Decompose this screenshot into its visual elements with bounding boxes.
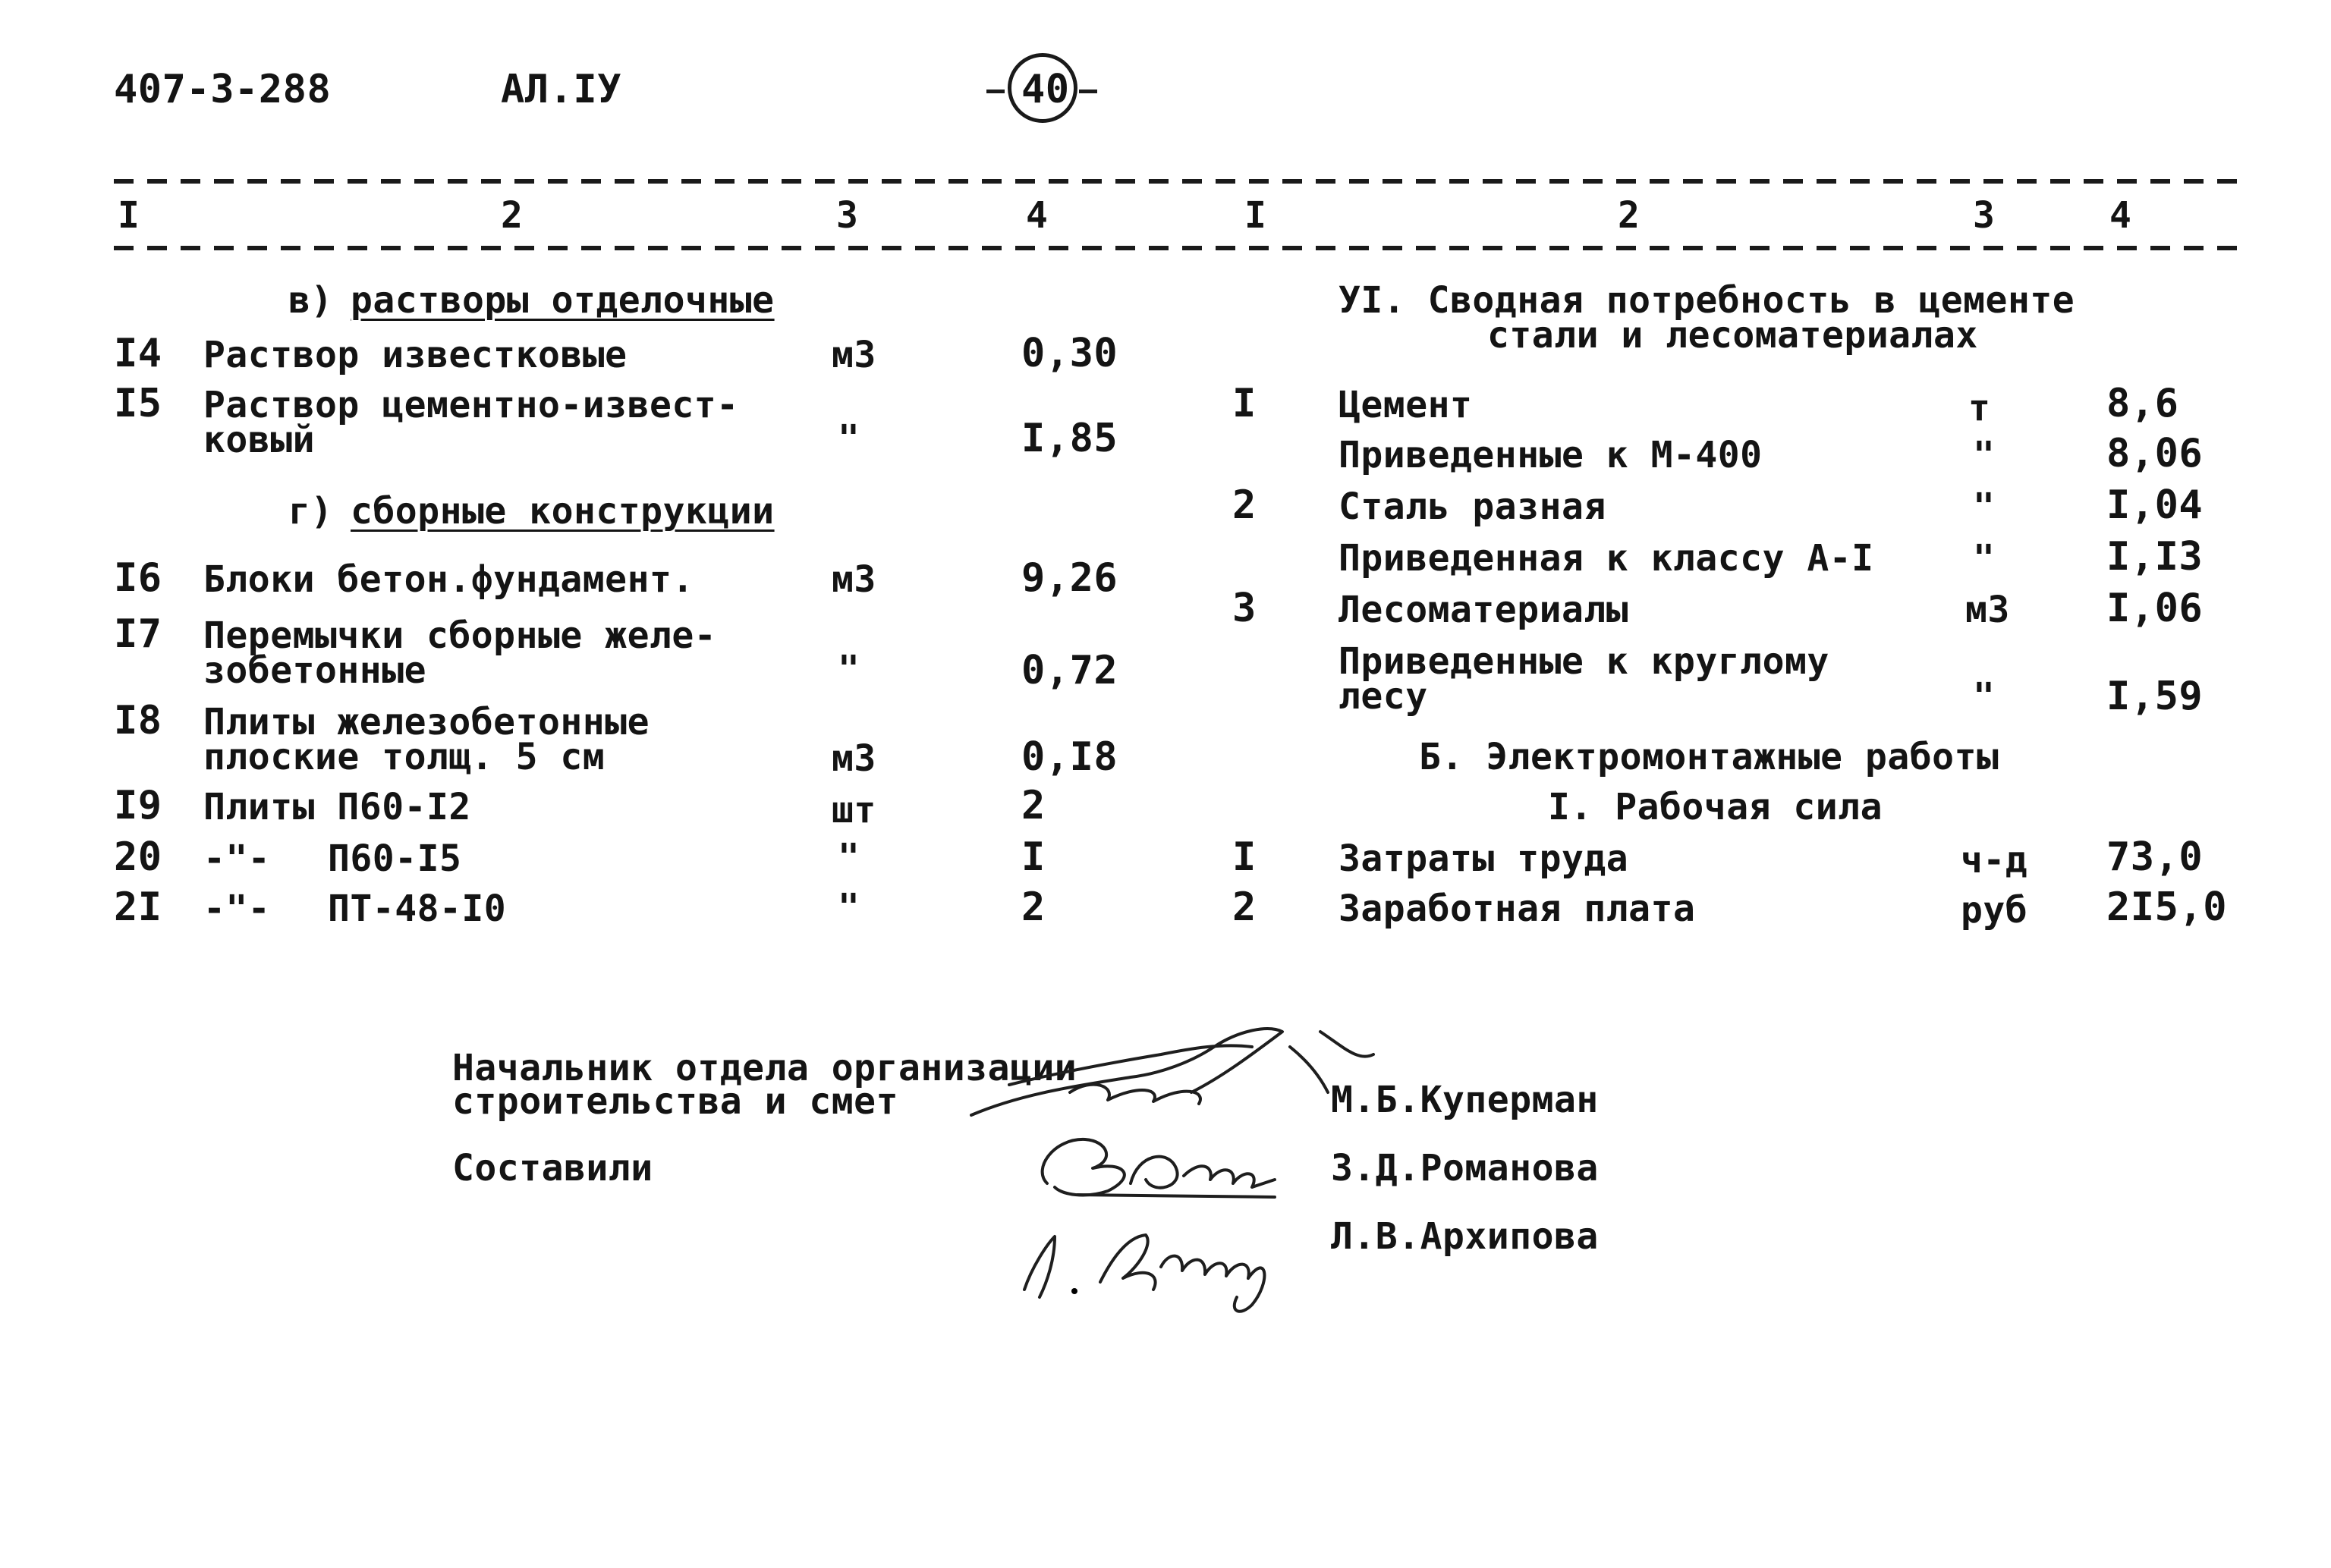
compiled-label: Составили [452,1147,653,1189]
row-unit: шт [832,789,876,831]
row-unit: " [1973,537,1996,580]
row-num: I [1232,381,1257,426]
row-name-line2: лесу [1339,675,1428,718]
section-v-title: растворы отделочные [351,279,775,322]
row-qty: 8,06 [2106,431,2204,476]
row-num: 2 [1232,482,1257,528]
chief-title-line2: строительства и смет [452,1080,898,1123]
page-number: 40 [1021,67,1070,112]
row-num: I9 [114,783,162,828]
row-qty: 0,30 [1021,331,1118,376]
row-num: I6 [114,555,162,601]
row-num: 20 [114,834,162,880]
row-unit: " [1973,434,1996,476]
section-vi-title-line2: стали и лесоматериалах [1487,314,1978,357]
row-unit: " [838,836,860,878]
row-qty: I,59 [2106,674,2204,719]
col-header-left-4: 4 [1026,194,1049,237]
page-number-dash-right [1079,90,1097,93]
row-name: П60-I5 [328,837,462,880]
table-top-rule [114,179,2246,184]
row-qty: 0,72 [1021,648,1118,693]
row-num: I4 [114,331,162,376]
row-qty: 2 [1021,783,1046,828]
row-name: Лесоматериалы [1339,589,1629,631]
row-num: 2 [1232,885,1257,930]
row-num: I7 [114,611,162,657]
row-unit: руб [1961,889,2028,932]
row-unit: м3 [1965,589,2010,631]
row-qty: I,06 [2106,586,2204,631]
row-name: Затраты труда [1339,837,1629,880]
page-number-dash-left [986,90,1005,93]
section-g-title: сборные конструкции [351,490,775,533]
row-qty: I,85 [1021,416,1118,461]
row-qty: 0,I8 [1021,734,1118,780]
row-qty: I [1021,834,1046,880]
compiler2-signature [1002,1206,1305,1320]
table-header-rule [114,246,2246,250]
row-name: Блоки бетон.фундамент. [203,558,694,601]
row-qty: 73,0 [2106,834,2204,880]
sheet-code: АЛ.IУ [501,67,622,112]
row-qty: 2 [1021,885,1046,930]
row-name: Сталь разная [1339,485,1606,528]
row-num: I5 [114,381,162,426]
section-g-prefix: г) [288,490,333,533]
row-ditto: -"- [203,837,271,880]
row-name-line1: Плиты железобетонные [203,701,650,743]
row-name: Приведенная к классу А-I [1339,537,1874,580]
row-num: I8 [114,698,162,743]
row-qty: I,04 [2106,482,2204,528]
section-vi-title-line1: УI. Сводная потребность в цементе [1339,279,2075,322]
row-ditto: -"- [203,888,271,930]
row-name: ПТ-48-I0 [328,888,507,930]
row-unit: т [1968,387,1991,429]
row-num: 2I [114,885,162,930]
row-unit: " [838,886,860,929]
row-name-line2: зобетонные [203,649,426,692]
col-header-left-1: I [118,194,140,237]
col-header-right-4: 4 [2109,194,2132,237]
row-unit: м3 [832,334,876,376]
row-name-line2: плоские толщ. 5 см [203,736,606,778]
row-name-line1: Перемычки сборные желе- [203,614,717,657]
row-unit: " [838,417,860,460]
section-v-prefix: в) [288,279,333,322]
row-qty: 8,6 [2106,381,2179,426]
row-name: Приведенные к М-400 [1339,434,1763,476]
compiler1-name: З.Д.Романова [1331,1147,1599,1189]
compiler1-signature [1024,1123,1313,1206]
row-unit: м3 [832,737,876,780]
chief-title-line1: Начальник отдела организации [452,1047,1077,1089]
row-name: Плиты П60-I2 [203,786,471,828]
row-name-line2: ковый [203,419,315,461]
row-qty: I,I3 [2106,534,2204,580]
chief-signature [964,1001,1389,1138]
doc-code: 407-3-288 [114,67,332,112]
col-header-right-1: I [1244,194,1267,237]
section-b1-title: I. Рабочая сила [1548,786,1883,828]
col-header-right-3: 3 [1973,194,1996,237]
row-name: Цемент [1339,384,1473,426]
col-header-left-2: 2 [501,194,524,237]
row-qty: 2I5,0 [2106,885,2228,930]
chief-name: М.Б.Куперман [1331,1079,1599,1121]
section-b-title: Б. Электромонтажные работы [1419,736,1999,778]
row-name: Раствор известковые [203,334,628,376]
col-header-left-3: 3 [836,194,859,237]
col-header-right-2: 2 [1618,194,1641,237]
row-name: Заработная плата [1339,888,1696,930]
row-unit: ч-д [1961,839,2028,881]
row-qty: 9,26 [1021,555,1118,601]
row-num: I [1232,834,1257,880]
row-unit: " [1973,675,1996,718]
compiler2-name: Л.В.Архипова [1331,1215,1599,1258]
row-name-line1: Раствор цементно-извест- [203,384,739,426]
row-unit: " [1973,485,1996,528]
row-unit: м3 [832,558,876,601]
row-unit: " [838,648,860,690]
row-num: 3 [1232,586,1257,631]
row-name-line1: Приведенные к круглому [1339,640,1829,683]
